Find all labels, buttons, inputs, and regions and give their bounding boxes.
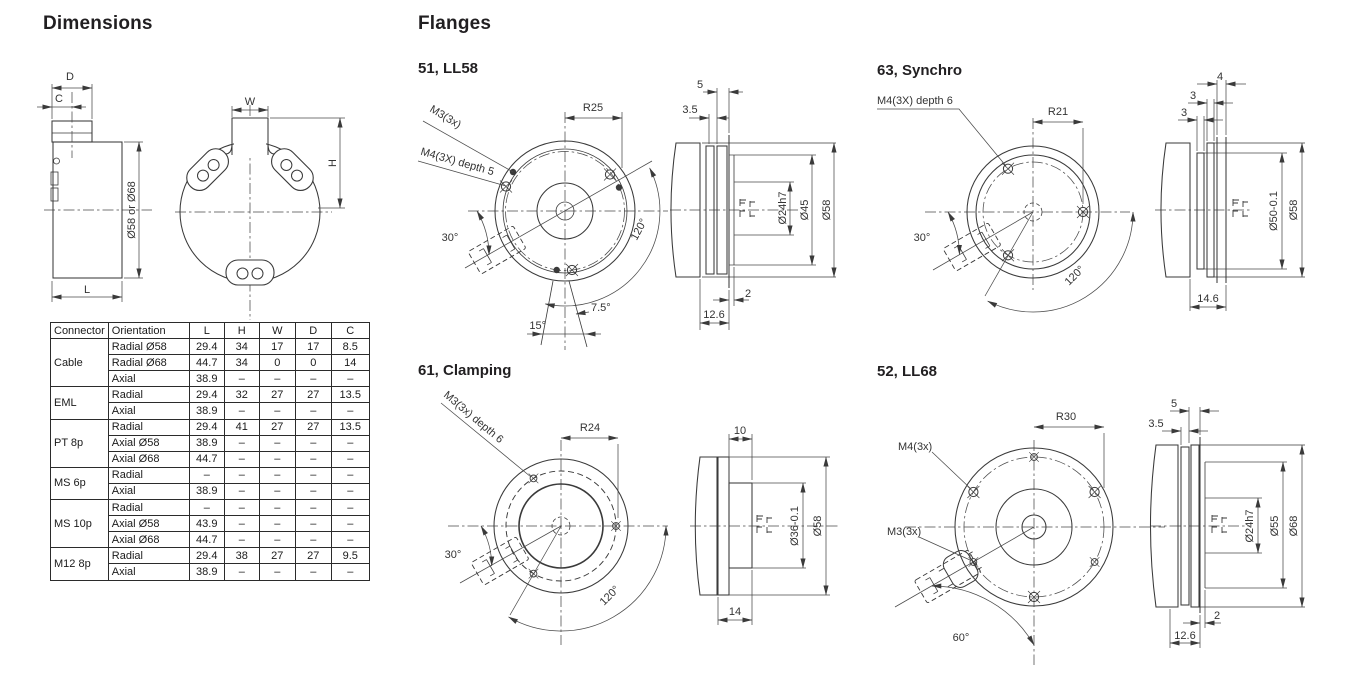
dia68-label: Ø68 [1288, 515, 1300, 537]
shaft-end-marks [740, 199, 755, 217]
m3-hole [1090, 557, 1100, 567]
value-cell: – [295, 483, 331, 499]
dimensions-front-view [170, 60, 355, 318]
flange-63-drawing [870, 71, 1317, 345]
value-cell: 41 [224, 419, 259, 435]
dim10-label: 10 [733, 425, 747, 437]
dim-h-label: H [327, 159, 339, 167]
dia58-label: Ø58 [812, 515, 824, 537]
value-cell: – [259, 435, 295, 451]
orientation-cell: Radial Ø68 [108, 355, 189, 371]
m3-callout: M3(3x) [427, 103, 463, 132]
flange-63-side [1155, 71, 1305, 311]
value-cell: 29.4 [189, 548, 224, 564]
value-cell: 34 [224, 355, 259, 371]
table-header-row [51, 323, 370, 339]
value-cell: 38.9 [189, 371, 224, 387]
dim35-label: 3.5 [1148, 418, 1164, 430]
value-cell: – [295, 451, 331, 467]
shaft-end-marks [757, 515, 772, 533]
dia45-label: Ø45 [799, 199, 811, 221]
angle-120-label: 120° [1062, 263, 1088, 289]
value-cell: 0 [259, 355, 295, 371]
value-cell: – [224, 532, 259, 548]
r25-label: R25 [582, 102, 604, 114]
angle-60-label: 60° [952, 632, 970, 644]
dia58-label: Ø58 [821, 199, 833, 221]
connector-cell: MS 10p [51, 500, 109, 548]
flange-61-title: 61, Clamping [418, 362, 512, 379]
m3-callout: M3(3x) depth 6 [441, 389, 506, 446]
dim3b-label: 3 [1180, 107, 1188, 119]
dim5-label: 5 [1170, 398, 1178, 410]
value-cell: – [224, 500, 259, 516]
m4-hole [566, 264, 578, 276]
m4-callout: M4(3x) [898, 441, 933, 453]
value-cell: – [331, 532, 369, 548]
cable-gland [912, 545, 985, 607]
value-cell: – [189, 467, 224, 483]
value-cell: – [259, 403, 295, 419]
orientation-cell: Radial [108, 500, 189, 516]
m3-hole [1029, 452, 1039, 462]
dim-w-label: W [244, 96, 256, 108]
dia55-label: Ø55 [1269, 515, 1281, 537]
dim146-label: 14.6 [1197, 293, 1219, 305]
value-cell: – [224, 483, 259, 499]
dim3a-label: 3 [1189, 90, 1197, 102]
table-header-cell: W [259, 323, 295, 339]
value-cell: – [259, 451, 295, 467]
value-cell: 43.9 [189, 516, 224, 532]
flanges-heading: Flanges [418, 13, 492, 34]
value-cell: – [295, 403, 331, 419]
shaft-end-marks [1212, 515, 1227, 533]
value-cell: 29.4 [189, 387, 224, 403]
value-cell: – [295, 500, 331, 516]
flange-61-drawing [420, 385, 870, 680]
value-cell: 44.7 [189, 532, 224, 548]
value-cell: 32 [224, 387, 259, 403]
m4-callout: M4(3X) depth 5 [419, 145, 496, 179]
r24-label: R24 [579, 422, 601, 434]
value-cell: – [331, 371, 369, 387]
value-cell: – [331, 516, 369, 532]
flange-52-front [887, 411, 1165, 665]
value-cell: – [224, 371, 259, 387]
table-row [51, 548, 370, 564]
dim4-label: 4 [1216, 71, 1224, 83]
m4-hole [1002, 163, 1014, 175]
dim126-label: 12.6 [1174, 630, 1196, 642]
table-row [51, 339, 370, 355]
table-header-cell: L [189, 323, 224, 339]
flange-63-title: 63, Synchro [877, 62, 963, 79]
connector-cell: MS 6p [51, 467, 109, 499]
dim126-label: 12.6 [703, 309, 725, 321]
orientation-cell: Radial [108, 467, 189, 483]
dimensions-heading: Dimensions [43, 13, 153, 34]
dia24-label: Ø24h7 [1244, 509, 1256, 543]
value-cell: – [259, 483, 295, 499]
value-cell: 13.5 [331, 387, 369, 403]
value-cell: 38 [224, 548, 259, 564]
angle-30-label: 30° [441, 232, 459, 244]
value-cell: 44.7 [189, 451, 224, 467]
value-cell: – [331, 564, 369, 580]
mount-ear-right [267, 144, 319, 196]
flange-51-title: 51, LL58 [418, 60, 479, 77]
dim2-label: 2 [1214, 610, 1221, 622]
flange-51-drawing [415, 79, 870, 360]
table-row [51, 419, 370, 435]
value-cell: – [331, 483, 369, 499]
angle-120-label: 120° [597, 583, 623, 609]
table-row [51, 500, 370, 516]
value-cell: 38.9 [189, 564, 224, 580]
r21-label: R21 [1047, 106, 1069, 118]
value-cell: – [224, 467, 259, 483]
angle-30-label: 30° [913, 232, 931, 244]
value-cell: – [259, 532, 295, 548]
value-cell: – [295, 516, 331, 532]
front-view-outline [175, 105, 332, 320]
table-header-cell: Orientation [108, 323, 189, 339]
shaft-end-marks [1233, 199, 1248, 217]
value-cell: 8.5 [331, 339, 369, 355]
m4-hole [1089, 486, 1101, 498]
orientation-cell: Axial [108, 403, 189, 419]
value-cell: – [331, 500, 369, 516]
m3-hole [529, 474, 539, 484]
dim-l-label: L [83, 284, 91, 296]
value-cell: 34 [224, 339, 259, 355]
orientation-cell: Axial Ø58 [108, 435, 189, 451]
flange-61-side [690, 425, 840, 625]
dia36-label: Ø36-0.1 [789, 506, 801, 546]
value-cell: – [295, 564, 331, 580]
connector-cell: M12 8p [51, 548, 109, 580]
flange-52-title: 52, LL68 [877, 363, 938, 380]
m4-hole [500, 181, 512, 193]
m3-callout: M3(3x) [887, 526, 922, 538]
cable-gland [471, 537, 529, 586]
dim35-label: 3.5 [682, 104, 698, 116]
dia58-label: Ø58 [1288, 199, 1300, 221]
mount-ear-left [182, 144, 234, 196]
orientation-cell: Axial Ø58 [108, 516, 189, 532]
flange-52-drawing [870, 385, 1357, 688]
orientation-cell: Axial [108, 371, 189, 387]
angle-15-label: 15° [529, 320, 546, 332]
orientation-cell: Axial Ø68 [108, 451, 189, 467]
dim-c-label: C [55, 93, 63, 105]
value-cell: 13.5 [331, 419, 369, 435]
connector-cell: PT 8p [51, 419, 109, 467]
orientation-cell: Axial [108, 564, 189, 580]
dim5-label: 5 [696, 79, 704, 91]
value-cell: – [224, 451, 259, 467]
value-cell: – [224, 516, 259, 532]
orientation-cell: Radial [108, 548, 189, 564]
value-cell: 44.7 [189, 355, 224, 371]
value-cell: – [259, 371, 295, 387]
table-row [51, 387, 370, 403]
value-cell: – [331, 451, 369, 467]
value-cell: 27 [295, 548, 331, 564]
flange-63-front [877, 95, 1133, 312]
value-cell: – [295, 435, 331, 451]
value-cell: – [295, 371, 331, 387]
value-cell: – [295, 467, 331, 483]
connector-cell: EML [51, 387, 109, 419]
flange-51-side [670, 79, 836, 330]
m4-hole [1028, 591, 1040, 603]
value-cell: – [331, 403, 369, 419]
table-header-cell: Connector [51, 323, 109, 339]
m3-hole [554, 267, 560, 273]
value-cell: 27 [295, 419, 331, 435]
value-cell: – [295, 532, 331, 548]
angle-120-label: 120° [628, 216, 650, 243]
value-cell: – [259, 500, 295, 516]
value-cell: 27 [295, 387, 331, 403]
value-cell: 27 [259, 419, 295, 435]
orientation-cell: Radial [108, 419, 189, 435]
angle-7p5-label: 7.5° [591, 302, 611, 314]
value-cell: 17 [295, 339, 331, 355]
value-cell: 27 [259, 387, 295, 403]
m4-hole [1077, 206, 1089, 218]
value-cell: – [224, 403, 259, 419]
dia50-label: Ø50-0.1 [1268, 191, 1280, 231]
table-header-cell: D [295, 323, 331, 339]
dimensions-side-view [40, 60, 162, 312]
r30-label: R30 [1055, 411, 1077, 423]
orientation-cell: Radial [108, 387, 189, 403]
value-cell: 38.9 [189, 435, 224, 451]
table-row [51, 467, 370, 483]
value-cell: 0 [295, 355, 331, 371]
flange-52-side [1148, 398, 1305, 648]
value-cell: 9.5 [331, 548, 369, 564]
value-cell: – [224, 435, 259, 451]
value-cell: 38.9 [189, 403, 224, 419]
table-header-cell: C [331, 323, 369, 339]
mount-ear-bottom [226, 260, 274, 285]
dim2-label: 2 [745, 288, 752, 300]
value-cell: 17 [259, 339, 295, 355]
value-cell: – [259, 516, 295, 532]
connector-cell: Cable [51, 339, 109, 387]
value-cell: – [331, 435, 369, 451]
dim14-label: 14 [728, 606, 742, 618]
value-cell: – [259, 564, 295, 580]
m3-hole [616, 184, 622, 190]
m4-callout: M4(3X) depth 6 [877, 95, 953, 107]
table-header-cell: H [224, 323, 259, 339]
m3-hole [611, 521, 621, 531]
value-cell: – [331, 467, 369, 483]
m4-hole [604, 169, 616, 181]
dimensions-table [50, 322, 370, 581]
value-cell: – [189, 500, 224, 516]
dim-dia-label: Ø58 or Ø68 [126, 181, 138, 239]
value-cell: 38.9 [189, 483, 224, 499]
dim-d-label: D [66, 71, 74, 83]
flange-51-front [418, 102, 668, 350]
orientation-cell: Axial [108, 483, 189, 499]
value-cell: 27 [259, 548, 295, 564]
orientation-cell: Radial Ø58 [108, 339, 189, 355]
value-cell: – [224, 564, 259, 580]
value-cell: 29.4 [189, 339, 224, 355]
dia24-label: Ø24h7 [777, 191, 789, 225]
angle-30-label: 30° [444, 549, 462, 561]
value-cell: 14 [331, 355, 369, 371]
value-cell: – [259, 467, 295, 483]
value-cell: 29.4 [189, 419, 224, 435]
orientation-cell: Axial Ø68 [108, 532, 189, 548]
flange-61-front [441, 389, 668, 645]
